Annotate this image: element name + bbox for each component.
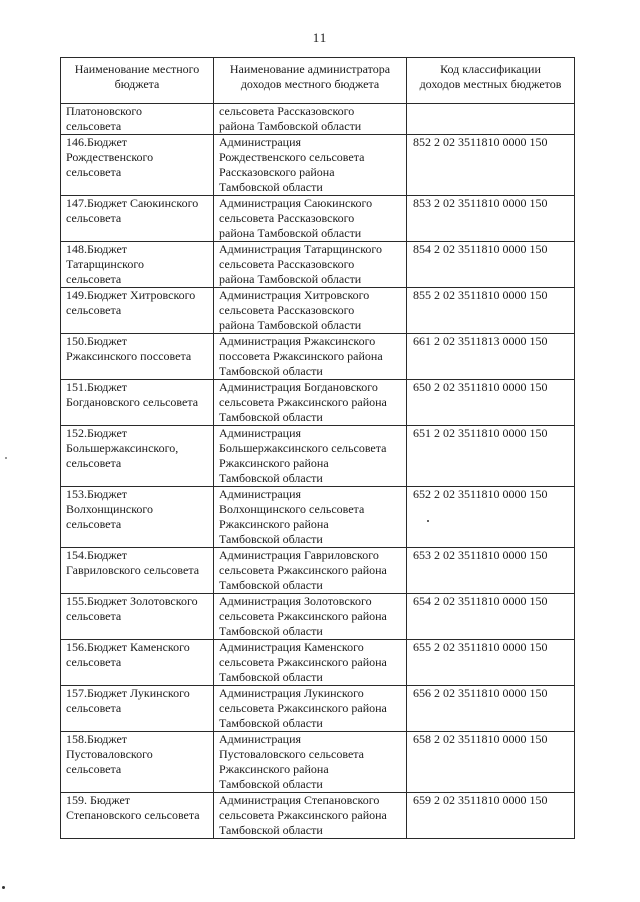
budget-name-cell: 150.Бюджет Ржаксинского поссовета xyxy=(61,334,214,380)
budget-name-cell: Платоновского сельсовета xyxy=(61,104,214,135)
administrator-cell: Администрация Богдановского сельсовета Ржаксинского района Тамбовской области xyxy=(214,380,407,426)
administrator-cell: Администрация Волхонщинского сельсовета Ржаксинского района Тамбовской области xyxy=(214,487,407,548)
table-row xyxy=(61,288,575,334)
table-row xyxy=(61,426,575,487)
scan-speck xyxy=(5,457,7,459)
table-header-row xyxy=(61,58,575,104)
code-cell xyxy=(407,104,575,135)
administrator-cell: Администрация Степановского сельсовета Ржаксинского района Тамбовской области xyxy=(214,793,407,839)
code-cell: 656 2 02 3511810 0000 150 xyxy=(407,686,575,732)
budget-name-cell: 153.Бюджет Волхонщинского сельсовета xyxy=(61,487,214,548)
code-cell: 854 2 02 3511810 0000 150 xyxy=(407,242,575,288)
budget-name-cell: 149.Бюджет Хитровского сельсовета xyxy=(61,288,214,334)
administrator-cell: Администрация Золотовского сельсовета Ржаксинского района Тамбовской области xyxy=(214,594,407,640)
administrator-cell: сельсовета Рассказовского района Тамбовской области xyxy=(214,104,407,135)
administrator-cell: Администрация Гавриловского сельсовета Ржаксинского района Тамбовской области xyxy=(214,548,407,594)
table-row xyxy=(61,640,575,686)
budget-name-cell: 158.Бюджет Пустоваловского сельсовета xyxy=(61,732,214,793)
table-row xyxy=(61,104,575,135)
budget-name-cell: 159. Бюджет Степановского сельсовета xyxy=(61,793,214,839)
budget-name-cell: 151.Бюджет Богдановского сельсовета xyxy=(61,380,214,426)
scan-speck xyxy=(427,520,429,522)
budget-classification-table xyxy=(60,57,575,839)
table-row xyxy=(61,594,575,640)
budget-name-cell: 148.Бюджет Татарщинского сельсовета xyxy=(61,242,214,288)
table-row xyxy=(61,135,575,196)
budget-name-cell: 146.Бюджет Рождественского сельсовета xyxy=(61,135,214,196)
budget-name-cell: 155.Бюджет Золотовского сельсовета xyxy=(61,594,214,640)
administrator-cell: Администрация Каменского сельсовета Ржаксинского района Тамбовской области xyxy=(214,640,407,686)
scan-speck xyxy=(2,886,5,889)
code-cell: 651 2 02 3511810 0000 150 xyxy=(407,426,575,487)
code-cell: 652 2 02 3511810 0000 150 xyxy=(407,487,575,548)
code-cell: 654 2 02 3511810 0000 150 xyxy=(407,594,575,640)
administrator-cell: Администрация Саюкинского сельсовета Рассказовского района Тамбовской области xyxy=(214,196,407,242)
table-row xyxy=(61,732,575,793)
code-cell: 853 2 02 3511810 0000 150 xyxy=(407,196,575,242)
budget-name-cell: 147.Бюджет Саюкинского сельсовета xyxy=(61,196,214,242)
table-row xyxy=(61,334,575,380)
code-cell: 650 2 02 3511810 0000 150 xyxy=(407,380,575,426)
administrator-cell: Администрация Ржаксинского поссовета Ржаксинского района Тамбовской области xyxy=(214,334,407,380)
budget-name-cell: 152.Бюджет Большержаксинского, сельсовета xyxy=(61,426,214,487)
header-classification-code: Код классификации доходов местных бюджетов xyxy=(407,58,575,104)
administrator-cell: Администрация Рождественского сельсовета Рассказовского района Тамбовской области xyxy=(214,135,407,196)
code-cell: 658 2 02 3511810 0000 150 xyxy=(407,732,575,793)
page-number: 11 xyxy=(312,30,328,45)
table-row xyxy=(61,548,575,594)
administrator-cell: Администрация Хитровского сельсовета Рассказовского района Тамбовской области xyxy=(214,288,407,334)
code-cell: 855 2 02 3511810 0000 150 xyxy=(407,288,575,334)
table-row xyxy=(61,686,575,732)
code-cell: 655 2 02 3511810 0000 150 xyxy=(407,640,575,686)
administrator-cell: Администрация Татарщинского сельсовета Рассказовского района Тамбовской области xyxy=(214,242,407,288)
header-budget-name: Наименование местного бюджета xyxy=(61,58,214,104)
administrator-cell: Администрация Большержаксинского сельсовета Ржаксинского района Тамбовской области xyxy=(214,426,407,487)
administrator-cell: Администрация Пустоваловского сельсовета Ржаксинского района Тамбовской области xyxy=(214,732,407,793)
table-row xyxy=(61,242,575,288)
table-row xyxy=(61,196,575,242)
code-cell: 659 2 02 3511810 0000 150 xyxy=(407,793,575,839)
table-row xyxy=(61,793,575,839)
budget-name-cell: 154.Бюджет Гавриловского сельсовета xyxy=(61,548,214,594)
code-cell: 852 2 02 3511810 0000 150 xyxy=(407,135,575,196)
budget-name-cell: 156.Бюджет Каменского сельсовета xyxy=(61,640,214,686)
administrator-cell: Администрация Лукинского сельсовета Ржаксинского района Тамбовской области xyxy=(214,686,407,732)
budget-name-cell: 157.Бюджет Лукинского сельсовета xyxy=(61,686,214,732)
table-row xyxy=(61,380,575,426)
table-row xyxy=(61,487,575,548)
code-cell: 661 2 02 3511813 0000 150 xyxy=(407,334,575,380)
header-administrator: Наименование администратора доходов местного бюджета xyxy=(214,58,407,104)
code-cell: 653 2 02 3511810 0000 150 xyxy=(407,548,575,594)
